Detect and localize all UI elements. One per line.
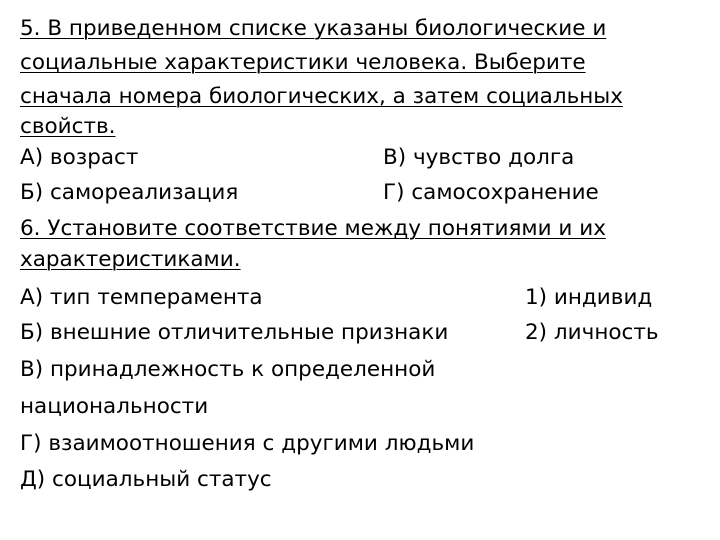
q6-item-d: Д) социальный статус <box>20 467 272 492</box>
q6-item-v-line-1: В) принадлежность к определенной <box>20 357 436 382</box>
q5-line-1: 5. В приведенном списке указаны биологические и <box>20 16 607 41</box>
q5-line-3: сначала номера биологических, а затем социальных <box>20 84 623 109</box>
q5-line-4: свойств. <box>20 114 116 139</box>
q6-line-2: характеристиками. <box>20 247 241 272</box>
q6-item-b: Б) внешние отличительные признаки <box>20 320 449 345</box>
q6-line-1: 6. Установите соответствие между понятиями и их <box>20 216 606 241</box>
q5-option-v: В) чувство долга <box>383 145 575 170</box>
q6-item-v-line-2: национальности <box>20 394 209 419</box>
q5-option-b: Б) самореализация <box>20 180 239 205</box>
q5-option-g: Г) самосохранение <box>383 180 599 205</box>
q6-answer-2: 2) личность <box>525 320 659 345</box>
q5-option-a: А) возраст <box>20 145 139 170</box>
q5-line-2: социальные характеристики человека. Выберите <box>20 50 586 75</box>
q6-item-a: А) тип темперамента <box>20 285 263 310</box>
q6-answer-1: 1) индивид <box>525 285 653 310</box>
q6-item-g: Г) взаимоотношения с другими людьми <box>20 431 475 456</box>
